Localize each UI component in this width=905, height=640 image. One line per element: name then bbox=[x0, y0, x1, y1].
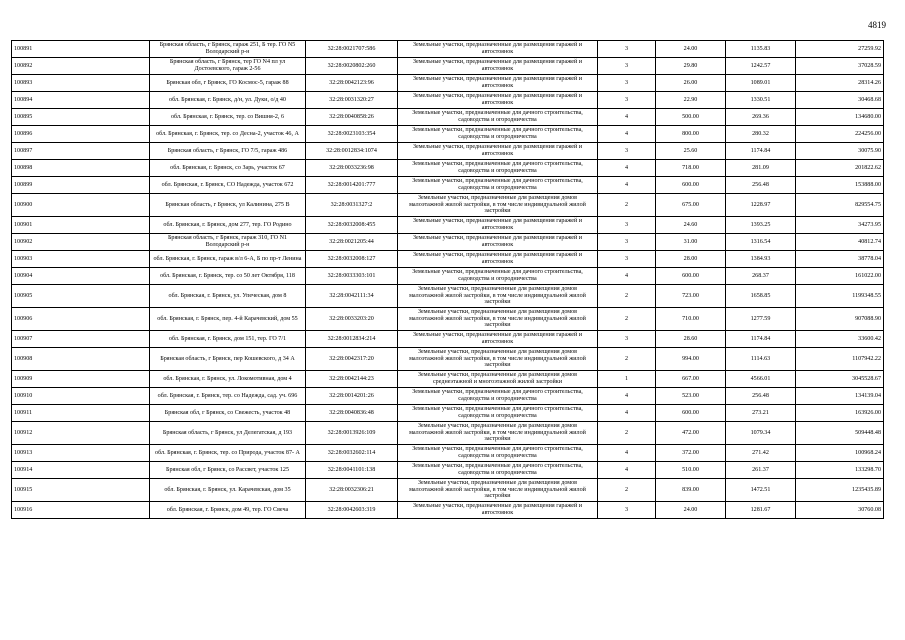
specific-value-cell: 268.37 bbox=[726, 268, 796, 285]
category-cell: 2 bbox=[598, 479, 656, 502]
land-purpose-cell: Земельные участки, предназначенные для размещения домов малоэтажной жилой застройки, в том числе индивидуальной жилой застройки bbox=[398, 308, 598, 331]
specific-value-cell: 256.48 bbox=[726, 177, 796, 194]
row-id-cell: 100906 bbox=[12, 308, 150, 331]
category-cell: 4 bbox=[598, 160, 656, 177]
address-cell: обл. Брянская, г. Брянск, дом 277, тер. ГО Родино bbox=[150, 217, 306, 234]
land-purpose-cell: Земельные участки, предназначенные для дачного строительства, садоводства и огородничества bbox=[398, 388, 598, 405]
address-cell: обл. Брянская, г. Брянск, ул. Упеческая, дом 8 bbox=[150, 285, 306, 308]
cadastral-number-cell: 32:28:0012834:214 bbox=[306, 331, 398, 348]
cadastral-value-cell: 161022.00 bbox=[796, 268, 884, 285]
cadastral-value-cell: 133298.70 bbox=[796, 462, 884, 479]
row-id-cell: 100908 bbox=[12, 348, 150, 371]
cadastral-number-cell: 32:28:0042144:23 bbox=[306, 371, 398, 388]
row-id-cell: 100891 bbox=[12, 41, 150, 58]
area-cell: 839.00 bbox=[656, 479, 726, 502]
row-id-cell: 100904 bbox=[12, 268, 150, 285]
area-cell: 723.00 bbox=[656, 285, 726, 308]
cadastral-number-cell: 32:28:0012834:1074 bbox=[306, 143, 398, 160]
specific-value-cell: 1658.85 bbox=[726, 285, 796, 308]
cadastral-value-cell: 829554.75 bbox=[796, 194, 884, 217]
area-cell: 994.00 bbox=[656, 348, 726, 371]
area-cell: 24.60 bbox=[656, 217, 726, 234]
address-cell: обл. Брянская, г. Брянск, СО Надежда, участок 672 bbox=[150, 177, 306, 194]
area-cell: 28.60 bbox=[656, 331, 726, 348]
address-cell: обл. Брянская, г. Брянск, тер. со Надежда, сад. уч. 696 bbox=[150, 388, 306, 405]
cadastral-number-cell: 32:28:0032008:455 bbox=[306, 217, 398, 234]
cadastral-value-cell: 30075.90 bbox=[796, 143, 884, 160]
specific-value-cell: 1242.57 bbox=[726, 58, 796, 75]
area-cell: 26.00 bbox=[656, 75, 726, 92]
land-purpose-cell: Земельные участки, предназначенные для размещения гаражей и автостоянок bbox=[398, 502, 598, 519]
cadastral-value-cell: 1235435.89 bbox=[796, 479, 884, 502]
address-cell: обл. Брянская, г. Брянск, д/н, ул. Дуки, о/д 40 bbox=[150, 92, 306, 109]
row-id-cell: 100895 bbox=[12, 109, 150, 126]
cadastral-value-cell: 224256.00 bbox=[796, 126, 884, 143]
category-cell: 3 bbox=[598, 143, 656, 160]
specific-value-cell: 1316.54 bbox=[726, 234, 796, 251]
specific-value-cell: 281.09 bbox=[726, 160, 796, 177]
land-purpose-cell: Земельные участки, предназначенные для дачного строительства, садоводства и огородничества bbox=[398, 268, 598, 285]
address-cell: Брянская обл, г Брянск, со Рассвет, участок 125 bbox=[150, 462, 306, 479]
land-purpose-cell: Земельные участки, предназначенные для размещения домов малоэтажной жилой застройки, в том числе индивидуальной жилой застройки bbox=[398, 194, 598, 217]
land-purpose-cell: Земельные участки, предназначенные для дачного строительства, садоводства и огородничества bbox=[398, 177, 598, 194]
land-purpose-cell: Земельные участки, предназначенные для размещения гаражей и автостоянок bbox=[398, 251, 598, 268]
land-purpose-cell: Земельные участки, предназначенные для дачного строительства, садоводства и огородничества bbox=[398, 126, 598, 143]
specific-value-cell: 1114.63 bbox=[726, 348, 796, 371]
row-id-cell: 100894 bbox=[12, 92, 150, 109]
table-row bbox=[12, 388, 884, 405]
cadastral-number-cell: 32:28:0020802:260 bbox=[306, 58, 398, 75]
table-row bbox=[12, 143, 884, 160]
row-id-cell: 100896 bbox=[12, 126, 150, 143]
specific-value-cell: 1079.34 bbox=[726, 422, 796, 445]
area-cell: 24.00 bbox=[656, 502, 726, 519]
category-cell: 3 bbox=[598, 75, 656, 92]
area-cell: 24.00 bbox=[656, 41, 726, 58]
table-row bbox=[12, 348, 884, 371]
cadastral-value-cell: 34273.95 bbox=[796, 217, 884, 234]
address-cell: Брянская обл, г Брянск, со Свежесть, участок 48 bbox=[150, 405, 306, 422]
address-cell: Брянская область, г Брянск, гараж 251, Б тер. ГО N5 Володарский р-н bbox=[150, 41, 306, 58]
category-cell: 3 bbox=[598, 58, 656, 75]
cadastral-number-cell: 32:28:0032602:114 bbox=[306, 445, 398, 462]
row-id-cell: 100909 bbox=[12, 371, 150, 388]
category-cell: 4 bbox=[598, 177, 656, 194]
land-purpose-cell: Земельные участки, предназначенные для дачного строительства, садоводства и огородничества bbox=[398, 462, 598, 479]
cadastral-value-cell: 40812.74 bbox=[796, 234, 884, 251]
category-cell: 3 bbox=[598, 251, 656, 268]
table-row bbox=[12, 194, 884, 217]
category-cell: 3 bbox=[598, 217, 656, 234]
category-cell: 4 bbox=[598, 388, 656, 405]
cadastral-number-cell: 32:28:0042603:319 bbox=[306, 502, 398, 519]
cadastral-number-cell: 32:28:0042123:96 bbox=[306, 75, 398, 92]
area-cell: 472.00 bbox=[656, 422, 726, 445]
cadastral-value-cell: 907088.90 bbox=[796, 308, 884, 331]
cadastral-value-cell: 1107942.22 bbox=[796, 348, 884, 371]
cadastral-value-cell: 27259.92 bbox=[796, 41, 884, 58]
cadastral-value-cell: 134139.04 bbox=[796, 388, 884, 405]
cadastral-value-cell: 30760.08 bbox=[796, 502, 884, 519]
area-cell: 800.00 bbox=[656, 126, 726, 143]
address-cell: обл. Брянская, г. Брянск, тер. со Природа, участок 87- А bbox=[150, 445, 306, 462]
row-id-cell: 100915 bbox=[12, 479, 150, 502]
cadastral-value-cell: 153888.00 bbox=[796, 177, 884, 194]
area-cell: 500.00 bbox=[656, 109, 726, 126]
row-id-cell: 100897 bbox=[12, 143, 150, 160]
specific-value-cell: 1135.83 bbox=[726, 41, 796, 58]
table-row bbox=[12, 160, 884, 177]
specific-value-cell: 1174.84 bbox=[726, 331, 796, 348]
address-cell: Брянская область, г Брянск, пер Кошевского, д 34 А bbox=[150, 348, 306, 371]
land-purpose-cell: Земельные участки, предназначенные для размещения гаражей и автостоянок bbox=[398, 331, 598, 348]
cadastral-number-cell: 32:28:0032306:21 bbox=[306, 479, 398, 502]
table-row bbox=[12, 502, 884, 519]
address-cell: обл. Брянская, г. Брянск, со Зарь, участок 67 bbox=[150, 160, 306, 177]
cadastral-value-cell: 134680.00 bbox=[796, 109, 884, 126]
cadastral-number-cell: 32:28:0031320:27 bbox=[306, 92, 398, 109]
specific-value-cell: 271.42 bbox=[726, 445, 796, 462]
table-row bbox=[12, 331, 884, 348]
land-purpose-cell: Земельные участки, предназначенные для размещения домов малоэтажной жилой застройки, в том числе индивидуальной жилой застройки bbox=[398, 479, 598, 502]
land-purpose-cell: Земельные участки, предназначенные для размещения гаражей и автостоянок bbox=[398, 217, 598, 234]
category-cell: 2 bbox=[598, 348, 656, 371]
table-row bbox=[12, 92, 884, 109]
cadastral-value-cell: 201822.62 bbox=[796, 160, 884, 177]
row-id-cell: 100898 bbox=[12, 160, 150, 177]
cadastral-number-cell: 32:28:0013926:109 bbox=[306, 422, 398, 445]
cadastral-number-cell: 32:28:0040836:48 bbox=[306, 405, 398, 422]
specific-value-cell: 1384.93 bbox=[726, 251, 796, 268]
land-purpose-cell: Земельные участки, предназначенные для размещения гаражей и автостоянок bbox=[398, 143, 598, 160]
area-cell: 31.00 bbox=[656, 234, 726, 251]
specific-value-cell: 261.37 bbox=[726, 462, 796, 479]
land-purpose-cell: Земельные участки, предназначенные для размещения гаражей и автостоянок bbox=[398, 92, 598, 109]
table-row bbox=[12, 371, 884, 388]
row-id-cell: 100916 bbox=[12, 502, 150, 519]
category-cell: 3 bbox=[598, 331, 656, 348]
land-purpose-cell: Земельные участки, предназначенные для размещения гаражей и автостоянок bbox=[398, 41, 598, 58]
cadastral-value-cell: 33600.42 bbox=[796, 331, 884, 348]
table-row bbox=[12, 75, 884, 92]
table-row bbox=[12, 479, 884, 502]
table-row bbox=[12, 308, 884, 331]
specific-value-cell: 273.21 bbox=[726, 405, 796, 422]
land-purpose-cell: Земельные участки, предназначенные для размещения домов малоэтажной жилой застройки, в том числе индивидуальной жилой застройки bbox=[398, 285, 598, 308]
specific-value-cell: 1472.51 bbox=[726, 479, 796, 502]
address-cell: Брянская обл, г Брянск, ГО Космос-5, гараж 88 bbox=[150, 75, 306, 92]
cadastral-value-cell: 30468.68 bbox=[796, 92, 884, 109]
address-cell: обл. Брянская, г. Брянск, тер. со 50 лет Октября, 118 bbox=[150, 268, 306, 285]
table-row bbox=[12, 285, 884, 308]
category-cell: 4 bbox=[598, 268, 656, 285]
category-cell: 4 bbox=[598, 405, 656, 422]
cadastral-number-cell: 32:28:0042317:20 bbox=[306, 348, 398, 371]
specific-value-cell: 269.36 bbox=[726, 109, 796, 126]
row-id-cell: 100911 bbox=[12, 405, 150, 422]
land-purpose-cell: Земельные участки, предназначенные для дачного строительства, садоводства и огородничества bbox=[398, 160, 598, 177]
table-row bbox=[12, 126, 884, 143]
cadastral-number-cell: 32:28:0033203:20 bbox=[306, 308, 398, 331]
address-cell: Брянская область, г Брянск, гараж 310, ГО N1 Володарский р-н bbox=[150, 234, 306, 251]
category-cell: 1 bbox=[598, 371, 656, 388]
page-number: 4819 bbox=[868, 20, 886, 30]
cadastral-number-cell: 32:28:0023103:354 bbox=[306, 126, 398, 143]
address-cell: обл. Брянская, г. Брянск, ул. Локомотивная, дом 4 bbox=[150, 371, 306, 388]
area-cell: 600.00 bbox=[656, 405, 726, 422]
area-cell: 372.00 bbox=[656, 445, 726, 462]
row-id-cell: 100912 bbox=[12, 422, 150, 445]
cadastral-number-cell: 32:28:0033303:101 bbox=[306, 268, 398, 285]
table-row bbox=[12, 217, 884, 234]
address-cell: Брянская область, г Брянск, ГО 7/5, гараж 486 bbox=[150, 143, 306, 160]
area-cell: 600.00 bbox=[656, 268, 726, 285]
category-cell: 2 bbox=[598, 308, 656, 331]
row-id-cell: 100902 bbox=[12, 234, 150, 251]
cadastral-value-cell: 38778.04 bbox=[796, 251, 884, 268]
cadastral-number-cell: 32:28:0031327:2 bbox=[306, 194, 398, 217]
category-cell: 2 bbox=[598, 194, 656, 217]
row-id-cell: 100893 bbox=[12, 75, 150, 92]
table-row bbox=[12, 422, 884, 445]
specific-value-cell: 4566.01 bbox=[726, 371, 796, 388]
table-row bbox=[12, 41, 884, 58]
category-cell: 3 bbox=[598, 41, 656, 58]
area-cell: 675.00 bbox=[656, 194, 726, 217]
land-purpose-cell: Земельные участки, предназначенные для дачного строительства, садоводства и огородничества bbox=[398, 405, 598, 422]
cadastral-value-cell: 3045528.67 bbox=[796, 371, 884, 388]
row-id-cell: 100914 bbox=[12, 462, 150, 479]
cadastral-value-cell: 1199348.55 bbox=[796, 285, 884, 308]
cadastral-number-cell: 32:28:0014201:777 bbox=[306, 177, 398, 194]
cadastral-number-cell: 32:28:0041101:138 bbox=[306, 462, 398, 479]
cadastral-number-cell: 32:28:0021707:586 bbox=[306, 41, 398, 58]
land-purpose-cell: Земельные участки, предназначенные для размещения гаражей и автостоянок bbox=[398, 75, 598, 92]
address-cell: обл. Брянская, г. Брянск, пер. 4-й Карачевский, дом 55 bbox=[150, 308, 306, 331]
specific-value-cell: 1281.67 bbox=[726, 502, 796, 519]
row-id-cell: 100892 bbox=[12, 58, 150, 75]
area-cell: 600.00 bbox=[656, 177, 726, 194]
address-cell: обл. Брянская, г. Брянск, ул. Карачевская, дом 35 bbox=[150, 479, 306, 502]
area-cell: 510.00 bbox=[656, 462, 726, 479]
area-cell: 523.00 bbox=[656, 388, 726, 405]
land-purpose-cell: Земельные участки, предназначенные для размещения гаражей и автостоянок bbox=[398, 58, 598, 75]
category-cell: 4 bbox=[598, 126, 656, 143]
category-cell: 4 bbox=[598, 462, 656, 479]
table-body bbox=[12, 41, 884, 519]
land-purpose-cell: Земельные участки, предназначенные для размещения домов малоэтажной жилой застройки, в том числе индивидуальной жилой застройки bbox=[398, 348, 598, 371]
specific-value-cell: 280.32 bbox=[726, 126, 796, 143]
specific-value-cell: 256.48 bbox=[726, 388, 796, 405]
category-cell: 2 bbox=[598, 422, 656, 445]
area-cell: 718.00 bbox=[656, 160, 726, 177]
cadastral-number-cell: 32:28:0014201:26 bbox=[306, 388, 398, 405]
area-cell: 29.80 bbox=[656, 58, 726, 75]
address-cell: обл. Брянская, г. Брянск, тер. со Десна-2, участок 46, А bbox=[150, 126, 306, 143]
table-row bbox=[12, 58, 884, 75]
area-cell: 22.90 bbox=[656, 92, 726, 109]
category-cell: 4 bbox=[598, 445, 656, 462]
land-purpose-cell: Земельные участки, предназначенные для размещения домов среднеэтажной и многоэтажной жилой застройки bbox=[398, 371, 598, 388]
specific-value-cell: 1174.84 bbox=[726, 143, 796, 160]
row-id-cell: 100910 bbox=[12, 388, 150, 405]
cadastral-number-cell: 32:28:0033236:98 bbox=[306, 160, 398, 177]
cadastral-number-cell: 32:28:0040858:26 bbox=[306, 109, 398, 126]
land-purpose-cell: Земельные участки, предназначенные для размещения гаражей и автостоянок bbox=[398, 234, 598, 251]
address-cell: обл. Брянская, г. Брянск, гараж в/л 6-А, Б по пр-т Ленина bbox=[150, 251, 306, 268]
specific-value-cell: 1089.01 bbox=[726, 75, 796, 92]
category-cell: 3 bbox=[598, 92, 656, 109]
area-cell: 25.60 bbox=[656, 143, 726, 160]
cadastral-value-cell: 28314.26 bbox=[796, 75, 884, 92]
row-id-cell: 100901 bbox=[12, 217, 150, 234]
cadastral-number-cell: 32:28:0032008:127 bbox=[306, 251, 398, 268]
row-id-cell: 100905 bbox=[12, 285, 150, 308]
row-id-cell: 100913 bbox=[12, 445, 150, 462]
cadastral-value-table bbox=[11, 40, 884, 519]
cadastral-value-cell: 37028.59 bbox=[796, 58, 884, 75]
area-cell: 710.00 bbox=[656, 308, 726, 331]
category-cell: 2 bbox=[598, 285, 656, 308]
cadastral-value-cell: 163926.00 bbox=[796, 405, 884, 422]
address-cell: обл. Брянская, г. Брянск, тер. со Вишня-2, 6 bbox=[150, 109, 306, 126]
area-cell: 28.00 bbox=[656, 251, 726, 268]
table-row bbox=[12, 445, 884, 462]
specific-value-cell: 1228.97 bbox=[726, 194, 796, 217]
table-row bbox=[12, 462, 884, 479]
table-row bbox=[12, 109, 884, 126]
address-cell: Брянская область, г Брянск, тер ГО N4 пл ул Достоевского, гараж 2-56 bbox=[150, 58, 306, 75]
specific-value-cell: 1330.51 bbox=[726, 92, 796, 109]
table-row bbox=[12, 251, 884, 268]
specific-value-cell: 1277.59 bbox=[726, 308, 796, 331]
row-id-cell: 100900 bbox=[12, 194, 150, 217]
address-cell: обл. Брянская, г. Брянск, дом 49, тер. ГО Свеча bbox=[150, 502, 306, 519]
table-row bbox=[12, 268, 884, 285]
category-cell: 3 bbox=[598, 234, 656, 251]
land-purpose-cell: Земельные участки, предназначенные для размещения домов малоэтажной жилой застройки, в том числе индивидуальной жилой застройки bbox=[398, 422, 598, 445]
area-cell: 667.00 bbox=[656, 371, 726, 388]
specific-value-cell: 1393.25 bbox=[726, 217, 796, 234]
row-id-cell: 100899 bbox=[12, 177, 150, 194]
cadastral-number-cell: 32:28:0021205:44 bbox=[306, 234, 398, 251]
row-id-cell: 100907 bbox=[12, 331, 150, 348]
table-row bbox=[12, 177, 884, 194]
cadastral-number-cell: 32:28:0042111:34 bbox=[306, 285, 398, 308]
row-id-cell: 100903 bbox=[12, 251, 150, 268]
address-cell: Брянская область, г Брянск, ул Делегатская, д 193 bbox=[150, 422, 306, 445]
cadastral-value-cell: 509448.48 bbox=[796, 422, 884, 445]
category-cell: 3 bbox=[598, 502, 656, 519]
category-cell: 4 bbox=[598, 109, 656, 126]
cadastral-value-cell: 100968.24 bbox=[796, 445, 884, 462]
address-cell: обл. Брянская, г. Брянск, дом 151, тер. ГО 7/1 bbox=[150, 331, 306, 348]
address-cell: Брянская область, г Брянск, ул Калинина, 275 В bbox=[150, 194, 306, 217]
land-purpose-cell: Земельные участки, предназначенные для дачного строительства, садоводства и огородничества bbox=[398, 109, 598, 126]
land-purpose-cell: Земельные участки, предназначенные для дачного строительства, садоводства и огородничества bbox=[398, 445, 598, 462]
table-row bbox=[12, 234, 884, 251]
table-row bbox=[12, 405, 884, 422]
